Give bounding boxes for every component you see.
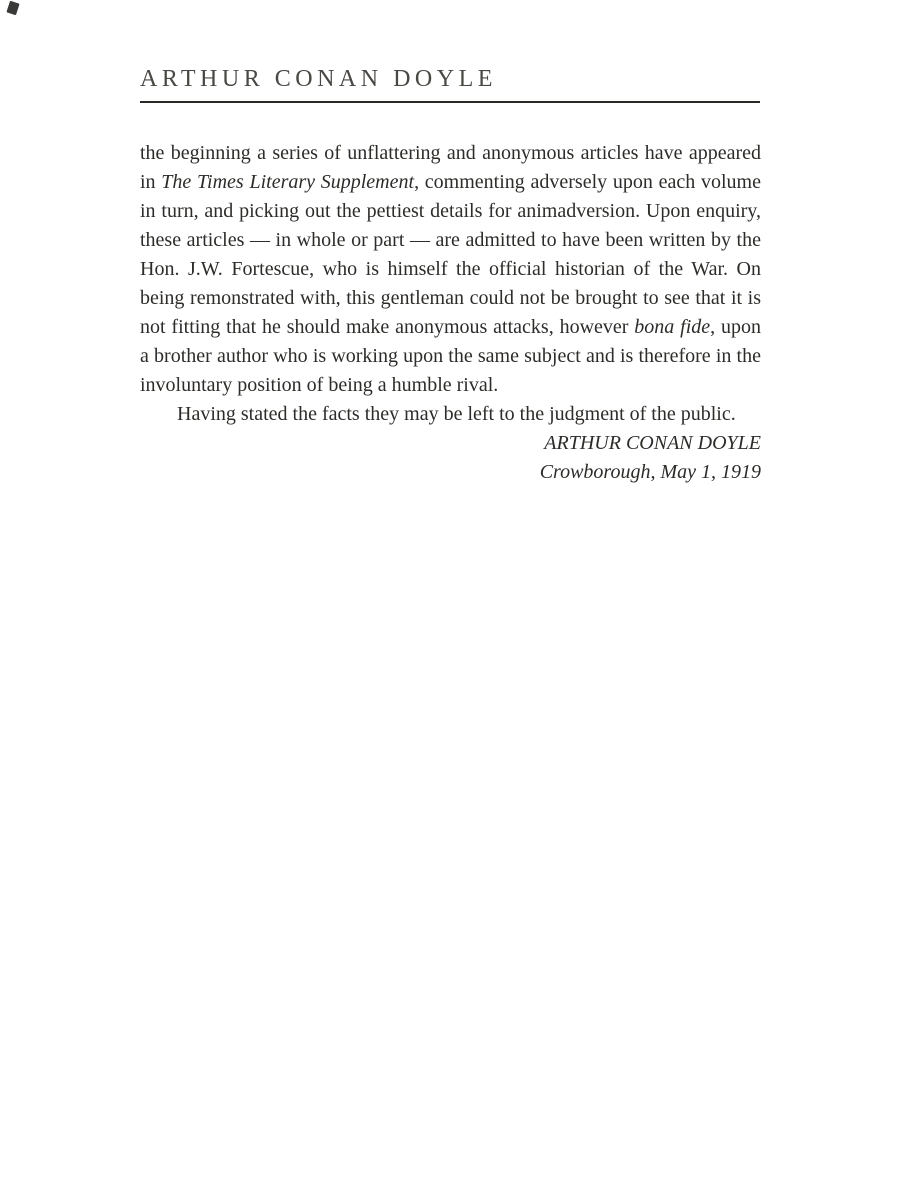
signature-block [140,429,761,487]
header-rule [140,101,760,103]
journal-title-italic: The Times Literary Supplement [161,171,415,193]
running-header-title: ARTHUR CONAN DOYLE [140,66,497,92]
paragraph-2: Having stated the facts they may be left to the judgment of the public. [177,403,736,425]
scan-artifact [6,1,19,16]
paragraph-1-text-c: , upon a brother author who is working upon the same subject and is therefore in the involuntary position of being a humble rival. [140,316,762,396]
latin-phrase-italic: bona fide [634,316,711,338]
page-header [140,66,760,103]
signature-name: ARTHUR CONAN DOYLE [544,432,761,454]
paragraph-1-text-a: the beginning a series of unflattering and anonymous articles have appeared in [140,142,761,193]
page-body [140,139,761,487]
signature-place-date: Crowborough, May 1, 1919 [539,461,761,483]
paragraph-1-text-b: , commenting adversely upon each volume in turn, and picking out the pettiest details for animadversion. Upon enquiry, these articles — in whole or part — are admitted to have been written by the Hon. J.W. Fortescue, who is himself the official historian of the War. On being remonstrated with, this gentleman could not be brought to see that it is not fitting that he should make anonymous attacks, however [140,171,761,338]
paragraph-1 [140,139,761,400]
